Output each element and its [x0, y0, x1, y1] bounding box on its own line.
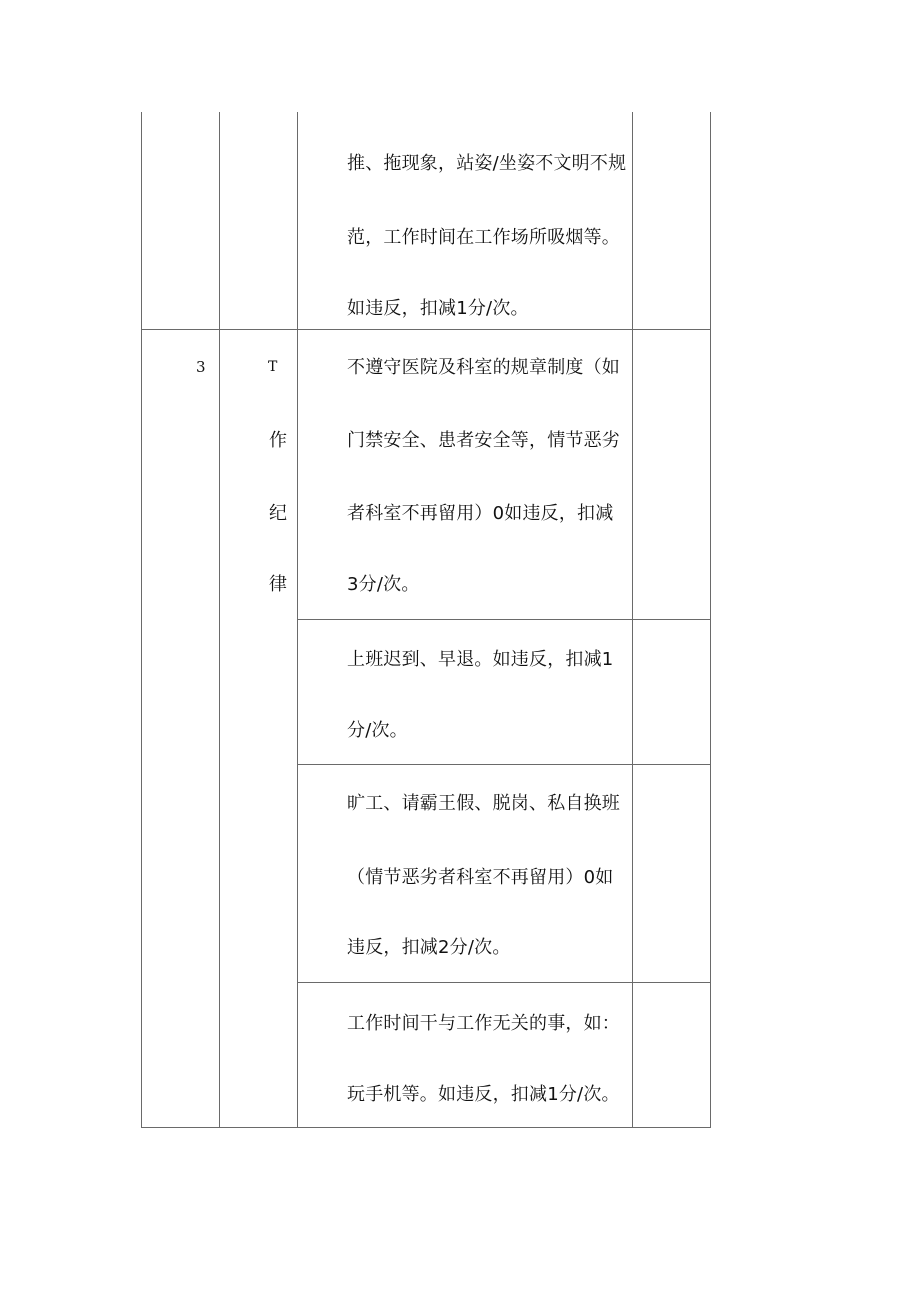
- score-cell: [633, 330, 710, 619]
- table-border-left: [141, 112, 142, 1128]
- rule-text-line: 如违反，扣减1分/次。: [347, 298, 529, 319]
- rule-text-line: 分/次。: [347, 720, 408, 741]
- table-border-right: [710, 112, 711, 1128]
- table-border-bottom: [141, 1127, 711, 1128]
- rules-table: [141, 112, 711, 1128]
- table-divider-category: [297, 112, 298, 1128]
- rule-text-line: 推、拖现象，站姿/坐姿不文明不规: [347, 153, 627, 174]
- score-cell: [633, 620, 710, 764]
- rule-text-line: 工作时间干与工作无关的事，如：: [347, 1013, 620, 1034]
- row-separator: [141, 329, 711, 330]
- rule-text-line: 不遵守医院及科室的规章制度（如: [347, 357, 620, 378]
- rule-text-line: 旷工、请霸王假、脱岗、私自换班: [347, 793, 620, 814]
- score-cell: [633, 112, 710, 329]
- rule-text-line: （情节恶劣者科室不再留用）0如: [347, 867, 614, 888]
- rule-text-line: 者科室不再留用）0如违反，扣减: [347, 503, 614, 524]
- rule-text-line: 上班迟到、早退。如违反，扣减1: [347, 649, 614, 670]
- category-char: 作: [269, 430, 287, 451]
- table-divider-number: [219, 112, 220, 1128]
- rule-text-line: 门禁安全、患者安全等，情节恶劣: [347, 430, 620, 451]
- rule-text-line: 违反，扣减2分/次。: [347, 937, 511, 958]
- score-cell: [633, 765, 710, 982]
- rule-text-line: 范，工作时间在工作场所吸烟等。: [347, 227, 620, 248]
- score-cell: [633, 983, 710, 1127]
- category-char: T: [268, 359, 278, 375]
- row-number: 3: [196, 358, 206, 376]
- category-char: 纪: [269, 503, 287, 524]
- rule-text-line: 玩手机等。如违反，扣减1分/次。: [347, 1084, 620, 1105]
- rule-text-line: 3分/次。: [347, 574, 420, 595]
- category-char: 律: [269, 574, 287, 595]
